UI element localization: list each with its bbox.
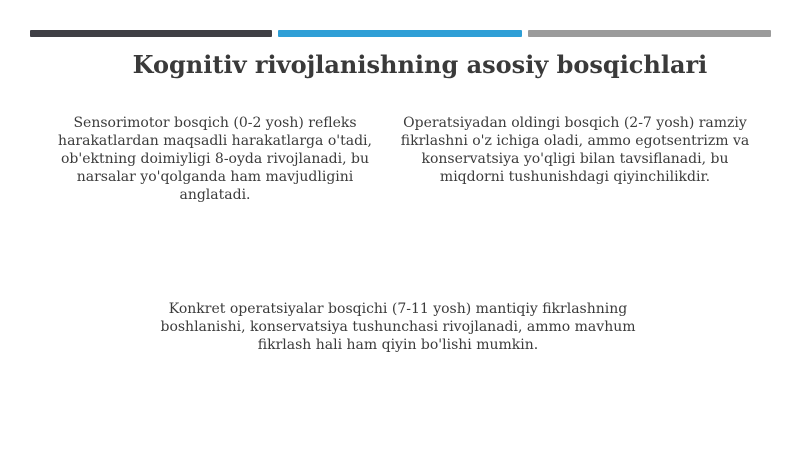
accent-bar-gray (528, 30, 771, 37)
slide-title: Kognitiv rivojlanishning asosiy bosqichlari (132, 50, 708, 79)
accent-bar-dark (30, 30, 272, 37)
paragraph-preoperational: Operatsiyadan oldingi bosqich (2-7 yosh) ramziy fikrlashni o'z ichiga oladi, ammo egotsentrizm va konservatsiya yo'qligi bilan tavsiflanadi, bu miqdorni tushunishdagi qiyinchilikdir. (400, 115, 750, 185)
paragraph-concrete-operational: Konkret operatsiyalar bosqichi (7-11 yosh) mantiqiy fikrlashning boshlanishi, konservatsiya tushunchasi rivojlanadi, ammo mavhum fikrlash hali ham qiyin bo'lishi mumkin. (160, 301, 636, 353)
paragraph-sensorimotor: Sensorimotor bosqich (0-2 yosh) refleks harakatlardan maqsadli harakatlarga o'tadi, ob'ektning doimiyligi 8-oyda rivojlanadi, bu narsalar yo'qolganda ham mavjudligini anglatadi. (58, 115, 372, 203)
accent-bar-blue (278, 30, 522, 37)
